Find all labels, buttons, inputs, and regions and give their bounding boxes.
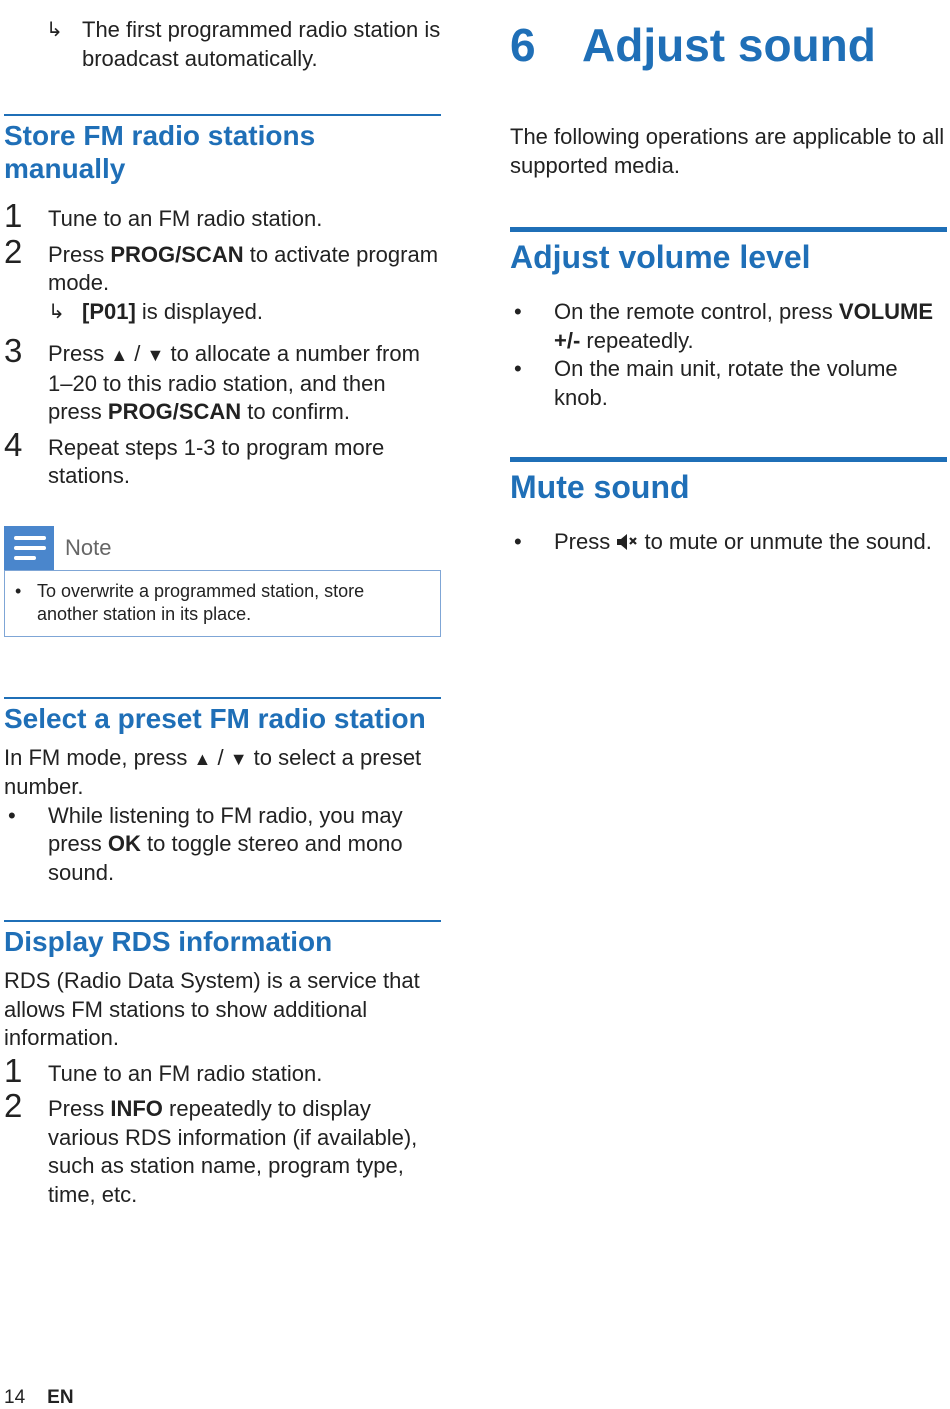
volume-section-title: Adjust volume level: [510, 239, 811, 275]
store-step-1: 1 Tune to an FM radio station.: [4, 197, 323, 234]
info-key: INFO: [110, 1096, 163, 1121]
bullet-dot: •: [8, 802, 16, 828]
result-arrow-icon: ↳: [48, 300, 65, 323]
note-block: [4, 526, 441, 637]
bullet-dot: •: [15, 580, 22, 601]
up-triangle-icon: ▲: [110, 345, 129, 365]
note-box: [4, 570, 441, 637]
mute-icon: [616, 531, 638, 560]
note-bullet: • To overwrite a programmed station, store another station in its place.: [15, 580, 365, 624]
ok-key: OK: [107, 831, 141, 856]
prog-scan-key: PROG/SCAN: [110, 241, 244, 267]
p01-display: [P01]: [82, 298, 136, 324]
bullet-dot: •: [514, 299, 522, 324]
step-number: 2: [4, 232, 23, 270]
volume-bullet-1: • On the remote control, press VOLUME +/- repeatedly.: [514, 299, 934, 353]
chapter-title: Adjust sound: [582, 19, 876, 71]
language-code: EN: [47, 1387, 74, 1408]
section-rule: [4, 697, 441, 699]
mute-section-title: Mute sound: [510, 469, 690, 505]
chapter-intro: The following operations are applicable to all supported media.: [510, 124, 945, 178]
step-number: 1: [4, 197, 23, 234]
up-triangle-icon: ▲: [193, 748, 212, 769]
page-footer: [4, 1387, 74, 1409]
rds-section-title: Display RDS information: [4, 926, 333, 957]
step-number: 3: [4, 332, 23, 369]
rds-intro: RDS (Radio Data System) is a service that allows FM stations to show additional information.: [4, 968, 420, 1050]
step-number: 1: [4, 1051, 23, 1089]
chapter-number: 6: [510, 19, 536, 71]
note-icon: [4, 526, 54, 570]
page-number: 14: [4, 1387, 26, 1408]
preset-paragraph: In FM mode, press ▲ / ▼ to select a preset number.: [4, 744, 422, 799]
store-step-2: 2 Press PROG/SCAN to activate program mode. ↳ [P01] is displayed.: [4, 241, 441, 327]
volume-key: VOLUME +/-: [554, 299, 934, 353]
step-number: 4: [4, 425, 23, 463]
left-column: [4, 0, 441, 1209]
mute-bullet: • Press to mute or unmute the sound.: [510, 528, 947, 560]
intro-result: ↳ The first programmed radio station is broadcast automatically.: [46, 17, 441, 71]
volume-bullet-2: • On the main unit, rotate the volume knob.: [514, 356, 898, 410]
store-section-title: Store FM radio stations manually: [4, 120, 316, 184]
note-label: Note: [65, 534, 112, 560]
down-triangle-icon: ▼: [229, 748, 248, 769]
store-step-3: 3 Press ▲ / ▼ to allocate a number from 1–20 to this radio station, and then press PROG/SCAN to confirm.: [4, 332, 420, 424]
prog-scan-key: PROG/SCAN: [107, 399, 242, 424]
bullet-dot: •: [514, 356, 522, 381]
section-rule: [510, 227, 947, 232]
chapter-heading: [510, 20, 947, 70]
preset-bullet: • While listening to FM radio, you may press OK to toggle stereo and mono sound.: [8, 802, 403, 885]
preset-section-title: Select a preset FM radio station: [4, 702, 426, 734]
down-triangle-icon: ▼: [146, 345, 165, 365]
bullet-dot: •: [514, 529, 522, 554]
rds-step-2: 2 Press INFO repeatedly to display various RDS information (if available), such as station name, program type, time, etc.: [4, 1087, 418, 1207]
section-rule: [4, 114, 441, 116]
section-rule: [4, 920, 441, 922]
rds-step-1: 1 Tune to an FM radio station.: [4, 1051, 323, 1089]
note-header: [4, 526, 441, 570]
section-rule: [510, 457, 947, 462]
step-number: 2: [4, 1087, 23, 1124]
store-step-4: 4 Repeat steps 1-3 to program more stations.: [4, 425, 385, 488]
result-arrow-icon: ↳: [46, 19, 63, 41]
store-step-2-result: ↳ [P01] is displayed.: [48, 298, 441, 327]
right-column: [510, 0, 947, 560]
